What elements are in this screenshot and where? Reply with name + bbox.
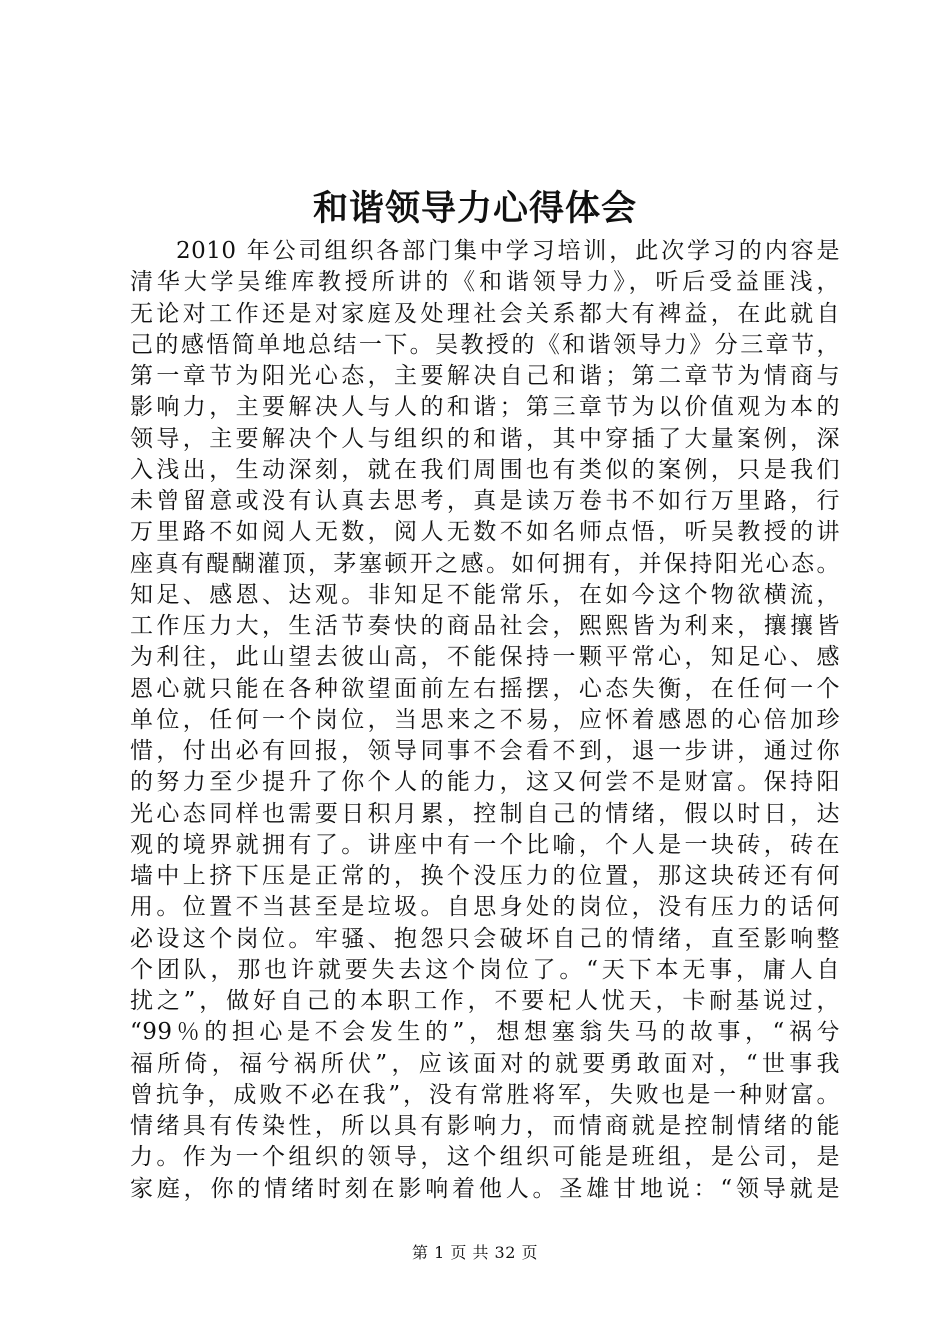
text-line: 为利往，此山望去彼山高，不能保持一颗平常心，知足心、感 [130,644,840,671]
text-line: 未曾留意或没有认真去思考，真是读万卷书不如行万里路，行 [130,488,840,514]
text-line: 光心态同样也需要日积月累，控制自己的情绪，假以时日，达 [130,800,840,827]
text-line: 无论对工作还是对家庭及处理社会关系都大有裨益，在此就自 [130,300,840,327]
text-line: 知足、感恩、达观。非知足不能常乐，在如今这个物欲横流， [130,581,840,608]
text-line: 必设这个岗位。牢骚、抱怨只会破坏自己的情绪，直至影响整 [130,925,840,952]
text-line: 影响力，主要解决人与人的和谐；第三章节为以价值观为本的 [130,394,840,421]
text-line: 入浅出，生动深刻，就在我们周围也有类似的案例，只是我们 [130,456,840,483]
text-line: 家庭，你的情绪时刻在影响着他人。圣雄甘地说：“领导就是 [130,1175,840,1202]
text-line: 清华大学吴维库教授所讲的《和谐领导力》，听后受益匪浅， [130,269,840,296]
text-line: 力。作为一个组织的领导，这个组织可能是班组，是公司，是 [130,1144,840,1171]
document-title: 和谐领导力心得体会 [312,188,637,229]
text-line: 万里路不如阅人无数，阅人无数不如名师点悟，听吴教授的讲 [130,519,840,546]
text-line: 座真有醍醐灌顶，茅塞顿开之感。如何拥有，并保持阳光心态。 [130,550,840,577]
text-line: 观的境界就拥有了。讲座中有一个比喻，个人是一块砖，砖在 [130,831,840,858]
text-line: 曾抗争，成败不必在我”，没有常胜将军，失败也是一种财富。 [130,1081,840,1108]
text-line: 用。位置不当甚至是垃圾。自思身处的岗位，没有压力的话何 [130,894,840,921]
body-text [130,236,840,1205]
text-line: 2010 年公司组织各部门集中学习培训，此次学习的内容是 [176,238,840,264]
text-line: 己的感悟简单地总结一下。吴教授的《和谐领导力》分三章节， [130,331,840,358]
text-line: 个团队，那也许就要失去这个岗位了。“天下本无事，庸人自 [130,956,840,983]
text-line: 第一章节为阳光心态，主要解决自己和谐；第二章节为情商与 [130,363,840,389]
page-footer: 第 1 页 共 32 页 [412,1243,538,1262]
text-line: 扰之”，做好自己的本职工作，不要杞人忧天，卡耐基说过， [130,988,840,1014]
text-line: 福所倚，福兮祸所伏”，应该面对的就要勇敢面对，“世事我 [130,1050,840,1077]
text-line: 工作压力大，生活节奏快的商品社会，熙熙皆为利来，攘攘皆 [130,613,840,639]
text-line: 墙中上挤下压是正常的，换个没压力的位置，那这块砖还有何 [130,863,840,889]
text-line: 情绪具有传染性，所以具有影响力，而情商就是控制情绪的能 [130,1113,840,1139]
text-line: 惜，付出必有回报，领导同事不会看不到，退一步讲，通过你 [130,738,840,764]
text-line: 的努力至少提升了你个人的能力，这又何尝不是财富。保持阳 [130,769,840,796]
text-line: 恩心就只能在各种欲望面前左右摇摆，心态失衡，在任何一个 [130,675,840,702]
text-line: 单位，任何一个岗位，当思来之不易，应怀着感恩的心倍加珍 [130,706,840,733]
text-line: “99％的担心是不会发生的”，想想塞翁失马的故事，“祸兮 [130,1019,840,1046]
text-line: 领导，主要解决个人与组织的和谐，其中穿插了大量案例，深 [130,425,840,452]
